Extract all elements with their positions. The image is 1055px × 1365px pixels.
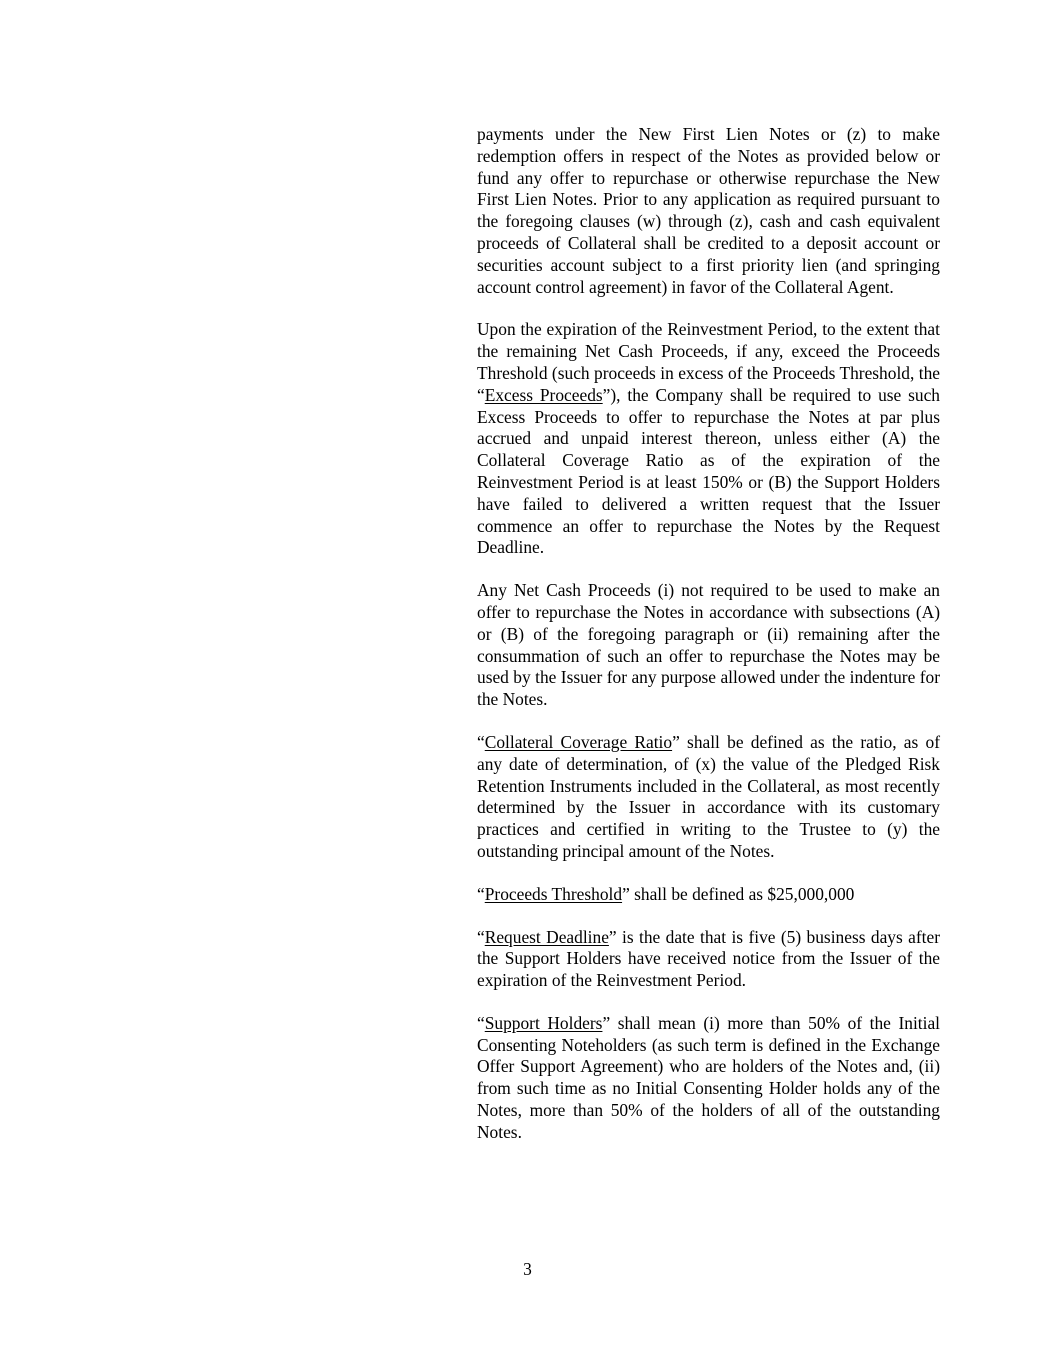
- definition-collateral-coverage-ratio: [477, 732, 940, 863]
- document-body: [477, 124, 940, 1165]
- defined-term-request-deadline: Request Deadline: [484, 926, 609, 947]
- defined-term-collateral-coverage-ratio: Collateral Coverage Ratio: [484, 731, 673, 752]
- open-quote: “: [477, 883, 485, 904]
- definition-text: ” shall be defined as $25,000,000: [622, 883, 855, 904]
- page-number: 3: [523, 1259, 532, 1279]
- defined-term-support-holders: Support Holders: [484, 1012, 603, 1033]
- definition-text: ” shall mean (i) more than 50% of the Initial Consenting Noteholders (as such term is defined in the Exchange Offer Support Agreement) who are holders of the Notes and, (ii) from such time as no Initial Consenting Holder holds any of the Notes, more than 50% of the holders of all of the outstanding Notes.: [477, 1012, 940, 1142]
- paragraph-net-cash-proceeds: Any Net Cash Proceeds (i) not required to be used to make an offer to repurchase the Notes in accordance with subsections (A) or (B) of the foregoing paragraph or (ii) remaining after the consummation of such an offer to repurchase the Notes may be used by the Issuer for any purpose allowed under the indenture for the Notes.: [477, 580, 940, 710]
- definition-text: ” is the date that is five (5) business days after the Support Holders have received notice from the Issuer of the expiration of the Reinvestment Period.: [477, 926, 940, 991]
- open-quote: “: [477, 926, 485, 947]
- definition-support-holders: [477, 1013, 940, 1144]
- open-quote: “: [477, 1012, 485, 1033]
- text-run: ”), the Company shall be required to use such Excess Proceeds to offer to repurchase the Notes at par plus accrued and unpaid interest thereon, unless either (A) the Collateral Coverage Ratio as of the expiration of the Reinvestment Period is at least 150% or (B) the Support Holders have failed to delivered a written request that the Issuer commence an offer to repurchase the Notes by the Request Deadline.: [477, 384, 941, 558]
- definition-request-deadline: [477, 927, 940, 992]
- paragraph-excess-proceeds: [477, 319, 940, 559]
- open-quote: “: [477, 731, 485, 752]
- defined-term-proceeds-threshold: Proceeds Threshold: [484, 883, 623, 904]
- paragraph-collateral-proceeds: payments under the New First Lien Notes or (z) to make redemption offers in respect of the Notes as provided below or fund any offer to repurchase or otherwise repurchase the New First Lien Notes. Prior to any application as required pursuant to the foregoing clauses (w) through (z), cash and cash equivalent proceeds of Collateral shall be credited to a deposit account or securities account subject to a first priority lien (and springing account control agreement) in favor of the Collateral Agent.: [477, 124, 940, 297]
- definition-text: ” shall be defined as the ratio, as of any date of determination, of (x) the value of the Pledged Risk Retention Instruments included in the Collateral, as most recently determined by the Issuer in accordance with its customary practices and certified in writing to the Trustee to (y) the outstanding principal amount of the Notes.: [477, 731, 941, 861]
- defined-term-excess-proceeds: Excess Proceeds: [484, 384, 603, 405]
- text-run: Upon the expiration of the Reinvestment Period, to the extent that the remaining Net Cash Proceeds, if any, exceed the Proceeds Threshold (such proceeds in excess of the Proceeds Threshold, the “: [477, 319, 940, 405]
- definition-proceeds-threshold: [477, 884, 940, 906]
